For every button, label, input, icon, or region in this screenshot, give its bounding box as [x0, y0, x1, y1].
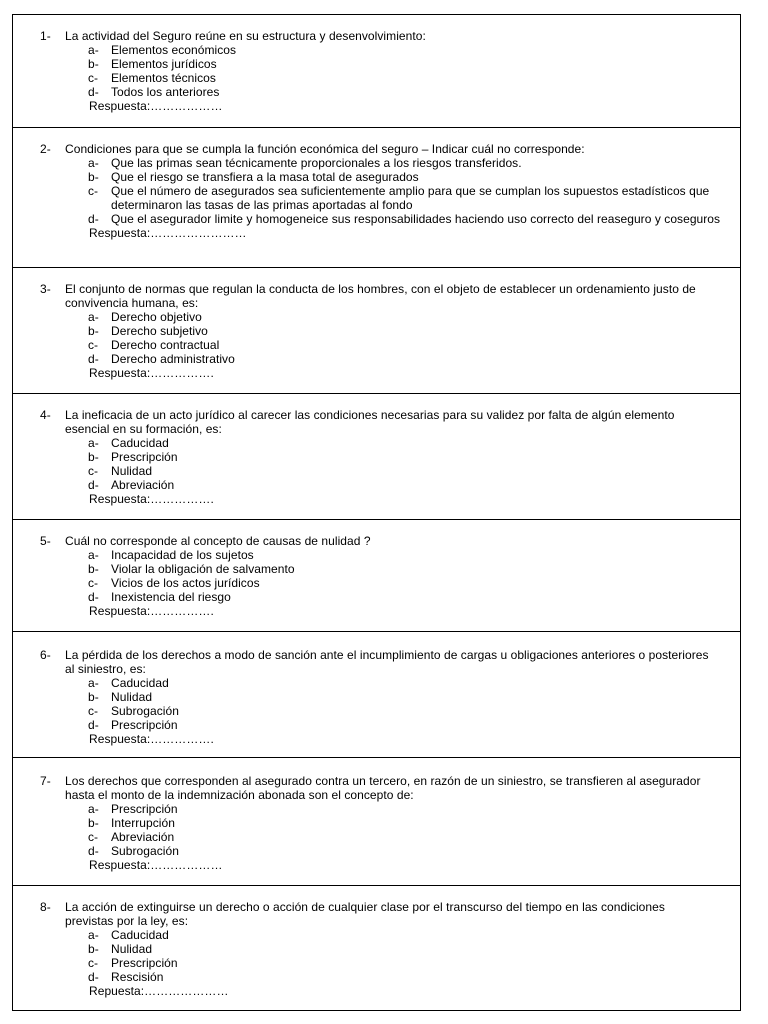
answer-blank: Respuesta:…………………… — [89, 226, 247, 240]
option-a: a- Prescripción — [88, 802, 178, 816]
question-text: El conjunto de normas que regulan la conducta de los hombres, con el objeto de establecer un ordenamiento justo de convivencia humana, es: — [65, 282, 696, 310]
answer-blank: Respuesta:……………. — [89, 604, 214, 618]
answer-blank: Repuesta:………………… — [89, 984, 229, 998]
question-1 — [13, 15, 740, 127]
question-8 — [13, 885, 740, 1010]
question-number: 6- — [40, 648, 51, 662]
question-number: 8- — [40, 900, 51, 914]
option-c: c- Abreviación — [88, 830, 175, 844]
option-a: a- Que las primas sean técnicamente proporcionales a los riesgos transferidos. — [88, 156, 522, 170]
question-text: Condiciones para que se cumpla la función económica del seguro – Indicar cuál no corresponde: — [65, 142, 585, 156]
option-d: d- Abreviación — [88, 478, 175, 492]
option-c: c- Derecho contractual — [88, 338, 220, 352]
option-b: b- Derecho subjetivo — [88, 324, 208, 338]
option-c: c- Elementos técnicos — [88, 71, 216, 85]
option-b: b- Que el riesgo se transfiera a la masa total de asegurados — [88, 170, 419, 184]
question-stem — [13, 648, 740, 676]
option-b: b- Violar la obligación de salvamento — [88, 562, 295, 576]
question-stem — [13, 142, 740, 156]
option-d: d- Prescripción — [88, 718, 178, 732]
question-number: 3- — [40, 282, 51, 296]
option-a: a- Elementos económicos — [88, 43, 237, 57]
option-d: d- Rescisión — [88, 970, 164, 984]
option-b: b- Nulidad — [88, 942, 153, 956]
option-b: b- Nulidad — [88, 690, 153, 704]
question-number: 4- — [40, 408, 51, 422]
option-d: d- Todos los anteriores — [88, 85, 220, 99]
question-text: La actividad del Seguro reúne en su estructura y desenvolvimiento: — [65, 29, 426, 43]
option-c: c- Subrogación — [88, 704, 179, 718]
question-stem — [13, 408, 740, 436]
answer-blank: Respuesta:……………. — [89, 732, 214, 746]
option-b: b- Elementos jurídicos — [88, 57, 217, 71]
option-a: a- Caducidad — [88, 436, 169, 450]
option-d: d- Inexistencia del riesgo — [88, 590, 231, 604]
question-2 — [13, 127, 740, 267]
option-a: a- Derecho objetivo — [88, 310, 202, 324]
option-a: a- Incapacidad de los sujetos — [88, 548, 254, 562]
question-stem — [13, 534, 740, 548]
answer-blank: Respuesta:……………… — [89, 858, 223, 872]
question-sheet — [12, 14, 741, 1011]
option-b: b- Interrupción — [88, 816, 175, 830]
question-7 — [13, 757, 740, 885]
question-text: Cuál no corresponde al concepto de causas de nulidad ? — [65, 534, 371, 548]
question-text: La pérdida de los derechos a modo de sanción ante el incumplimiento de cargas u obligaciones anteriores o posteriores al siniestro, es: — [65, 648, 709, 676]
question-stem — [13, 282, 740, 310]
option-a: a- Caducidad — [88, 928, 169, 942]
option-d: d- Derecho administrativo — [88, 352, 235, 366]
question-4 — [13, 393, 740, 519]
option-d: d- Que el asegurador limite y homogeneice sus responsabilidades haciendo uso correcto del reaseguro y coseguros — [88, 212, 721, 226]
question-5 — [13, 519, 740, 631]
question-6 — [13, 631, 740, 757]
option-c: c- Que el número de asegurados sea suficientemente amplio para que se cumplan los supuestos estadísticos que determinaron las tasas de las primas aportadas al fondo — [88, 184, 710, 212]
question-stem — [13, 900, 740, 928]
answer-blank: Respuesta:……………. — [89, 366, 214, 380]
question-stem — [13, 29, 740, 43]
question-stem — [13, 774, 740, 802]
question-number: 2- — [40, 142, 51, 156]
option-c: c- Nulidad — [88, 464, 153, 478]
option-c: c- Prescripción — [88, 956, 178, 970]
question-number: 5- — [40, 534, 51, 548]
option-d: d- Subrogación — [88, 844, 179, 858]
question-text: La acción de extinguirse un derecho o acción de cualquier clase por el transcurso del tiempo en las condiciones previstas por la ley, es: — [65, 900, 665, 928]
option-b: b- Prescripción — [88, 450, 178, 464]
option-c: c- Vicios de los actos jurídicos — [88, 576, 260, 590]
question-number: 1- — [40, 29, 51, 43]
question-text: Los derechos que corresponden al asegurado contra un tercero, en razón de un siniestro, se transfieren al asegurador hasta el monto de la indemnización abonada son el concepto de: — [65, 774, 701, 802]
question-number: 7- — [40, 774, 51, 788]
answer-blank: Respuesta:……………… — [89, 99, 223, 113]
answer-blank: Respuesta:……………. — [89, 492, 214, 506]
question-3 — [13, 267, 740, 393]
question-text: La ineficacia de un acto jurídico al carecer las condiciones necesarias para su validez por falta de algún elemento esencial en su formación, es: — [65, 408, 675, 436]
option-a: a- Caducidad — [88, 676, 169, 690]
